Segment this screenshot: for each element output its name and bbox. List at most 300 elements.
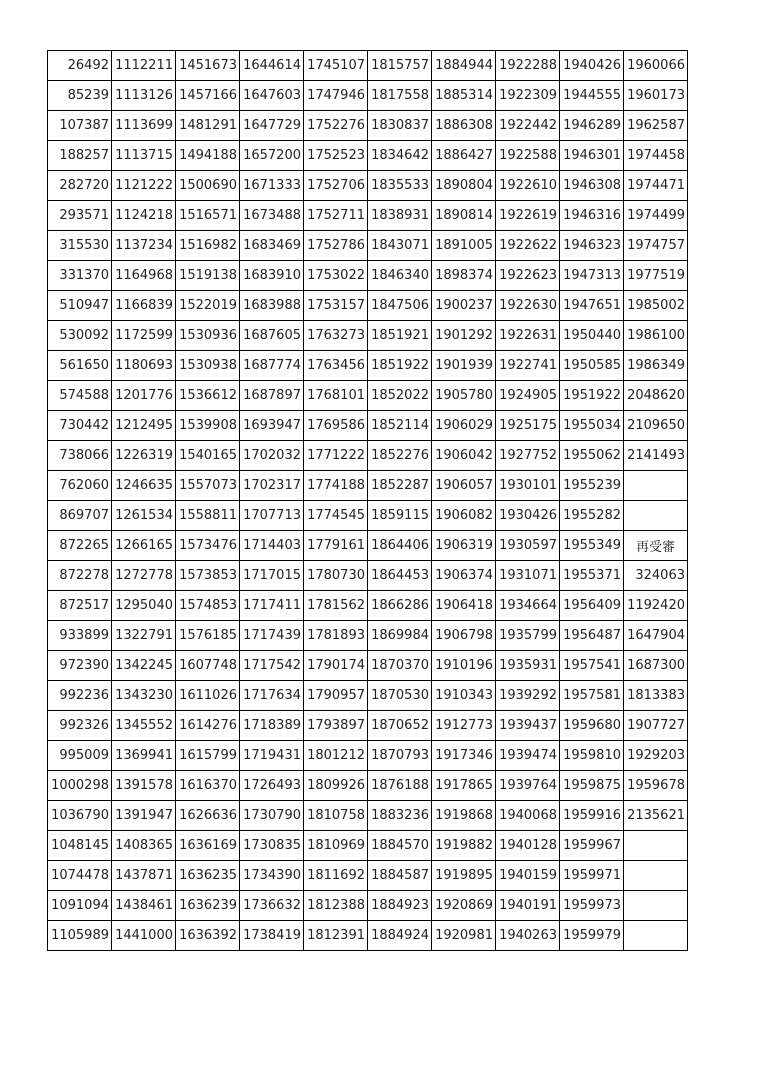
table-cell: 1780730 [304,561,368,591]
table-cell: 1647729 [240,111,304,141]
table-cell: 1940068 [496,801,560,831]
table-cell: 1884923 [368,891,432,921]
table-cell: 1726493 [240,771,304,801]
table-row [48,711,688,741]
table-cell: 1834642 [368,141,432,171]
table-cell [624,471,688,501]
table-cell: 1898374 [432,261,496,291]
table-cell: 1955062 [560,441,624,471]
table-cell: 1960173 [624,81,688,111]
table-cell: 再受審 [624,531,688,561]
table-cell: 1192420 [624,591,688,621]
table-cell: 1852114 [368,411,432,441]
table-cell: 1212495 [112,411,176,441]
table-cell: 1172599 [112,321,176,351]
table-cell: 1956409 [560,591,624,621]
table-cell: 1391947 [112,801,176,831]
table-cell: 995009 [48,741,112,771]
table-cell: 1925175 [496,411,560,441]
table-cell: 1906418 [432,591,496,621]
table-cell: 1074478 [48,861,112,891]
table-cell: 1540165 [176,441,240,471]
table-cell: 282720 [48,171,112,201]
table-cell: 1048145 [48,831,112,861]
table-cell: 872278 [48,561,112,591]
table-cell: 738066 [48,441,112,471]
table-cell: 872517 [48,591,112,621]
table-row [48,681,688,711]
table-cell: 1342245 [112,651,176,681]
table-cell: 1730835 [240,831,304,861]
table-cell: 1940128 [496,831,560,861]
table-cell: 1906082 [432,501,496,531]
table-cell: 1481291 [176,111,240,141]
table-cell: 872265 [48,531,112,561]
table-cell: 1763273 [304,321,368,351]
table-cell: 1717439 [240,621,304,651]
table-cell: 1657200 [240,141,304,171]
table-cell: 1769586 [304,411,368,441]
table-cell: 1955034 [560,411,624,441]
table-cell: 1519138 [176,261,240,291]
table-cell: 574588 [48,381,112,411]
table-cell: 1962587 [624,111,688,141]
table-cell: 1781562 [304,591,368,621]
table-cell: 1717015 [240,561,304,591]
table-cell: 1906374 [432,561,496,591]
table-cell: 1956487 [560,621,624,651]
table-cell: 1886427 [432,141,496,171]
table-cell: 1851921 [368,321,432,351]
table-cell: 1957541 [560,651,624,681]
table-cell: 1940191 [496,891,560,921]
table-cell: 1516571 [176,201,240,231]
table-cell: 85239 [48,81,112,111]
table-cell: 1500690 [176,171,240,201]
table-cell: 107387 [48,111,112,141]
table-cell: 1959971 [560,861,624,891]
table-row [48,381,688,411]
table-cell: 1934664 [496,591,560,621]
table-cell: 1974499 [624,201,688,231]
table-cell: 1876188 [368,771,432,801]
table-cell: 762060 [48,471,112,501]
table-cell: 1266165 [112,531,176,561]
table-cell: 1940263 [496,921,560,951]
table-row [48,561,688,591]
table-cell: 992236 [48,681,112,711]
table-cell: 1817558 [368,81,432,111]
table-cell: 1539908 [176,411,240,441]
table-cell: 1838931 [368,201,432,231]
table-cell: 1441000 [112,921,176,951]
table-row [48,351,688,381]
table-cell: 1955239 [560,471,624,501]
table-cell: 1180693 [112,351,176,381]
table-cell: 1852287 [368,471,432,501]
table-cell: 1959967 [560,831,624,861]
table-cell: 1137234 [112,231,176,261]
table-cell: 1781893 [304,621,368,651]
table-cell: 1951922 [560,381,624,411]
table-cell: 324063 [624,561,688,591]
table-cell: 1900237 [432,291,496,321]
table-cell: 1957581 [560,681,624,711]
table-row [48,741,688,771]
table-cell: 1835533 [368,171,432,201]
table-cell: 561650 [48,351,112,381]
table-cell: 293571 [48,201,112,231]
table-cell [624,891,688,921]
table-cell: 2048620 [624,381,688,411]
table-row [48,801,688,831]
table-cell: 1573476 [176,531,240,561]
table-cell: 1644614 [240,51,304,81]
table-cell: 1959973 [560,891,624,921]
table-cell: 1864406 [368,531,432,561]
table-cell: 1753157 [304,291,368,321]
table-cell: 1986100 [624,321,688,351]
table-row [48,51,688,81]
table-cell: 530092 [48,321,112,351]
table-cell: 1869984 [368,621,432,651]
table-cell: 1768101 [304,381,368,411]
table-cell: 1946323 [560,231,624,261]
table-cell: 1226319 [112,441,176,471]
table-cell: 1939292 [496,681,560,711]
table-cell: 1745107 [304,51,368,81]
table-cell: 1930426 [496,501,560,531]
table-cell: 1812388 [304,891,368,921]
table-row [48,291,688,321]
table-cell: 1295040 [112,591,176,621]
table-cell: 1369941 [112,741,176,771]
table-cell: 1752786 [304,231,368,261]
table-cell: 1886308 [432,111,496,141]
table-cell: 1946316 [560,201,624,231]
table-cell: 1917346 [432,741,496,771]
table-cell: 1747946 [304,81,368,111]
table-cell: 1847506 [368,291,432,321]
table-cell: 1901292 [432,321,496,351]
table-cell: 1530936 [176,321,240,351]
table-row [48,141,688,171]
table-cell: 1702032 [240,441,304,471]
table-cell: 1884570 [368,831,432,861]
table-cell: 1922588 [496,141,560,171]
table-row [48,441,688,471]
table-cell: 1636169 [176,831,240,861]
table-cell: 1910343 [432,681,496,711]
table-cell: 1124218 [112,201,176,231]
table-cell: 1974458 [624,141,688,171]
table-cell: 1164968 [112,261,176,291]
table-cell: 1451673 [176,51,240,81]
table-cell: 1939764 [496,771,560,801]
table-cell: 1959916 [560,801,624,831]
table-cell: 188257 [48,141,112,171]
table-cell: 1935931 [496,651,560,681]
table-cell: 1906057 [432,471,496,501]
table-cell: 2109650 [624,411,688,441]
table-cell: 1091094 [48,891,112,921]
table-cell: 1752276 [304,111,368,141]
table-cell: 1955282 [560,501,624,531]
table-row [48,861,688,891]
table-cell: 1859115 [368,501,432,531]
number-table [47,50,688,951]
table-cell: 1752706 [304,171,368,201]
table-cell: 1906042 [432,441,496,471]
table-cell: 1558811 [176,501,240,531]
table-row [48,621,688,651]
table-cell: 1105989 [48,921,112,951]
table-cell: 1930597 [496,531,560,561]
table-cell: 1647904 [624,621,688,651]
table-cell: 1687774 [240,351,304,381]
table-cell [624,831,688,861]
table-cell: 933899 [48,621,112,651]
table-cell: 1261534 [112,501,176,531]
table-cell: 1864453 [368,561,432,591]
table-cell: 1793897 [304,711,368,741]
table-cell: 1457166 [176,81,240,111]
table-cell: 1959678 [624,771,688,801]
table-cell: 26492 [48,51,112,81]
table-cell: 1683910 [240,261,304,291]
table-cell: 1955371 [560,561,624,591]
table-cell: 1201776 [112,381,176,411]
table-cell: 1345552 [112,711,176,741]
table-row [48,501,688,531]
table-cell: 1870652 [368,711,432,741]
table-cell: 1738419 [240,921,304,951]
table-cell: 1614276 [176,711,240,741]
table-cell: 1884587 [368,861,432,891]
table-cell: 730442 [48,411,112,441]
table-cell: 1616370 [176,771,240,801]
table-cell: 2141493 [624,441,688,471]
table-cell: 1906029 [432,411,496,441]
table-cell: 1884944 [432,51,496,81]
table-cell: 1870793 [368,741,432,771]
table-cell: 1522019 [176,291,240,321]
table-cell: 1647603 [240,81,304,111]
table-cell: 1779161 [304,531,368,561]
table-cell: 1763456 [304,351,368,381]
table-cell: 1683469 [240,231,304,261]
table-cell: 1920869 [432,891,496,921]
table-cell: 1935799 [496,621,560,651]
table-cell: 1852276 [368,441,432,471]
table-cell: 1917865 [432,771,496,801]
table-cell: 1985002 [624,291,688,321]
table-cell: 1846340 [368,261,432,291]
table-cell: 1112211 [112,51,176,81]
table-cell: 1974471 [624,171,688,201]
table-cell: 1272778 [112,561,176,591]
table-cell: 1959875 [560,771,624,801]
table-cell: 1615799 [176,741,240,771]
table-cell: 1947651 [560,291,624,321]
table-cell: 1851922 [368,351,432,381]
table-cell: 1924905 [496,381,560,411]
table-cell [624,501,688,531]
table-cell: 992326 [48,711,112,741]
table-cell: 1946301 [560,141,624,171]
table-cell: 315530 [48,231,112,261]
table-cell: 1693947 [240,411,304,441]
table-cell: 1322791 [112,621,176,651]
table-cell: 1910196 [432,651,496,681]
table-cell: 1940426 [560,51,624,81]
table-row [48,261,688,291]
table-cell: 1673488 [240,201,304,231]
table-row [48,231,688,261]
table-cell: 869707 [48,501,112,531]
table-cell: 1905780 [432,381,496,411]
table-cell: 1113715 [112,141,176,171]
table-cell: 1771222 [304,441,368,471]
table-cell: 1930101 [496,471,560,501]
table-cell: 1752523 [304,141,368,171]
table-cell: 1950440 [560,321,624,351]
table-cell: 1955349 [560,531,624,561]
table-cell: 1718389 [240,711,304,741]
table-cell: 1830837 [368,111,432,141]
table-cell: 1906798 [432,621,496,651]
table-cell: 1922442 [496,111,560,141]
table-cell: 1919868 [432,801,496,831]
table-cell: 1912773 [432,711,496,741]
table-row [48,771,688,801]
table-cell [624,861,688,891]
table-cell: 1246635 [112,471,176,501]
table-cell: 1790957 [304,681,368,711]
table-cell: 1574853 [176,591,240,621]
table-cell: 1790174 [304,651,368,681]
table-row [48,411,688,441]
table-cell: 1922619 [496,201,560,231]
table-row [48,921,688,951]
table-cell: 1607748 [176,651,240,681]
table-row [48,831,688,861]
table-cell: 1408365 [112,831,176,861]
table-cell: 1870530 [368,681,432,711]
table-cell: 1438461 [112,891,176,921]
table-row [48,81,688,111]
table-cell: 1000298 [48,771,112,801]
table-cell: 1815757 [368,51,432,81]
table-cell: 1950585 [560,351,624,381]
table-cell: 1906319 [432,531,496,561]
table-row [48,531,688,561]
table-cell: 1946289 [560,111,624,141]
table-cell: 1494188 [176,141,240,171]
table-row [48,891,688,921]
table-cell: 1113126 [112,81,176,111]
table-cell: 1687300 [624,651,688,681]
table-cell: 1774545 [304,501,368,531]
table-cell: 1530938 [176,351,240,381]
table-cell: 331370 [48,261,112,291]
table-cell: 1626636 [176,801,240,831]
table-row [48,201,688,231]
table-cell: 1939474 [496,741,560,771]
table-cell: 1919895 [432,861,496,891]
table-cell: 1959680 [560,711,624,741]
table-cell: 1734390 [240,861,304,891]
table-cell: 1977519 [624,261,688,291]
table-cell: 1922622 [496,231,560,261]
table-cell: 1852022 [368,381,432,411]
table-row [48,591,688,621]
table-cell: 1557073 [176,471,240,501]
table-cell: 1922288 [496,51,560,81]
table-cell: 1636392 [176,921,240,951]
table-cell: 1717411 [240,591,304,621]
table-cell: 1901939 [432,351,496,381]
table-cell: 1801212 [304,741,368,771]
table-cell: 1437871 [112,861,176,891]
table-cell: 1922623 [496,261,560,291]
table-row [48,171,688,201]
table-cell: 1884924 [368,921,432,951]
table-cell: 1959810 [560,741,624,771]
table-cell: 1121222 [112,171,176,201]
table-cell: 1974757 [624,231,688,261]
table-cell: 1707713 [240,501,304,531]
table-cell: 1687897 [240,381,304,411]
table-cell: 1036790 [48,801,112,831]
table-cell: 1960066 [624,51,688,81]
table-cell: 1687605 [240,321,304,351]
table-row [48,651,688,681]
table-cell: 1636239 [176,891,240,921]
table-cell: 1891005 [432,231,496,261]
table-cell: 1939437 [496,711,560,741]
table-cell: 1810758 [304,801,368,831]
table-cell: 1931071 [496,561,560,591]
table-cell: 1929203 [624,741,688,771]
table-cell: 1919882 [432,831,496,861]
number-table-body [48,51,688,951]
table-cell: 1922741 [496,351,560,381]
table-cell: 1883236 [368,801,432,831]
table-cell: 1944555 [560,81,624,111]
table-cell: 1714403 [240,531,304,561]
table-cell: 1813383 [624,681,688,711]
table-cell: 1516982 [176,231,240,261]
table-cell: 1811692 [304,861,368,891]
table-cell: 1959979 [560,921,624,951]
table-cell: 1920981 [432,921,496,951]
table-cell: 1946308 [560,171,624,201]
table-cell: 1940159 [496,861,560,891]
table-cell [624,921,688,951]
table-cell: 1753022 [304,261,368,291]
table-cell: 1947313 [560,261,624,291]
table-cell: 1683988 [240,291,304,321]
table-cell: 1717634 [240,681,304,711]
table-cell: 1922631 [496,321,560,351]
table-cell: 1812391 [304,921,368,951]
table-cell: 1843071 [368,231,432,261]
table-cell: 1536612 [176,381,240,411]
table-cell: 1719431 [240,741,304,771]
table-cell: 1611026 [176,681,240,711]
table-cell: 1576185 [176,621,240,651]
